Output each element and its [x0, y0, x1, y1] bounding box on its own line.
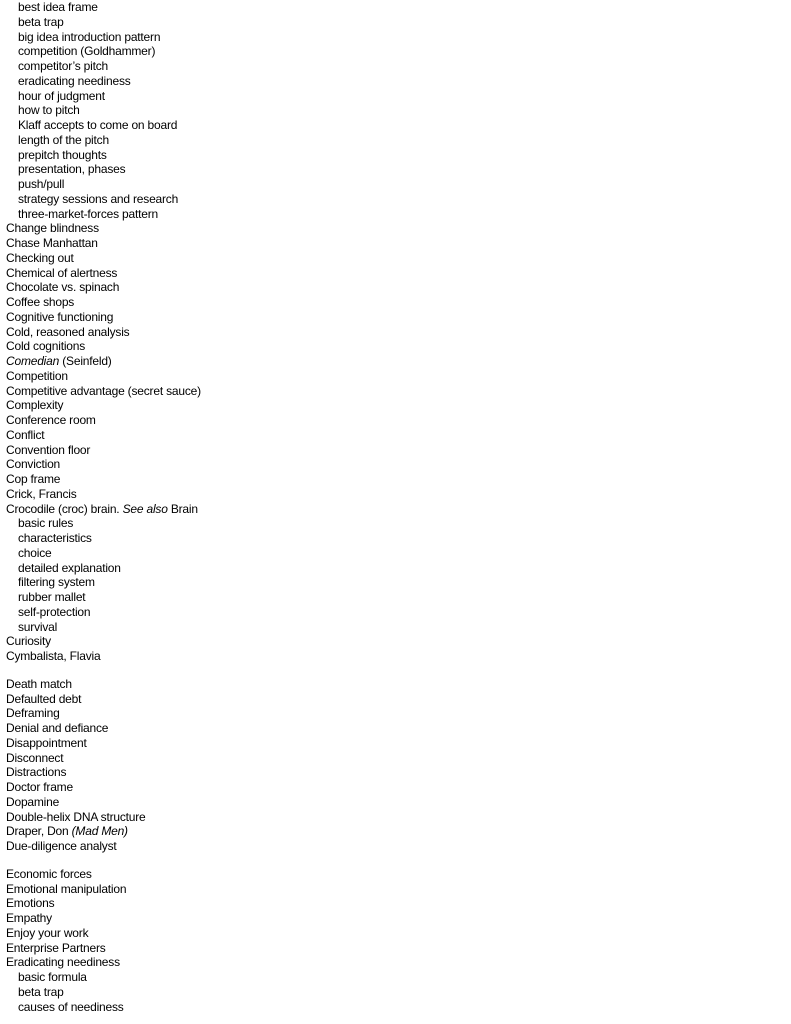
index-entry: Coffee shops — [6, 295, 75, 309]
index-entry: Distractions — [6, 765, 67, 780]
index-entry: Cymbalista, Flavia — [6, 649, 101, 663]
index-subentry: rubber mallet — [18, 590, 86, 604]
index-entry — [6, 354, 766, 369]
index-entry: Change blindness — [6, 221, 99, 236]
index-entry — [6, 824, 766, 839]
index-entry: Conviction — [6, 457, 61, 472]
index-entry: Competitive advantage (secret sauce) — [6, 383, 201, 398]
entry-text-part: Draper, Don — [6, 824, 72, 839]
entry-text-part: (Mad Men) — [71, 824, 128, 839]
index-subentry: presentation, phases — [18, 162, 126, 177]
index-entry: Convention floor — [6, 442, 91, 457]
index-entry: Competition — [6, 368, 68, 383]
index-subentry: self-protection — [18, 604, 91, 619]
index-subentry: push/pull — [18, 177, 65, 191]
entry-text-part: Brain — [167, 501, 198, 516]
index-subentry: choice — [18, 545, 52, 560]
index-entry: Due-diligence analyst — [6, 839, 117, 853]
index-entry: Cop frame — [6, 472, 61, 486]
index-entry: Cold, reasoned analysis — [6, 324, 130, 339]
index-subentry: Klaff accepts to come on board — [18, 118, 178, 132]
index-entry: Cognitive functioning — [6, 309, 114, 324]
index-subentry: how to pitch — [18, 103, 80, 118]
index-entry: Defaulted debt — [6, 691, 82, 706]
index-entry: Chocolate vs. spinach — [6, 280, 120, 295]
index-entry: Disconnect — [6, 750, 64, 765]
index-entry: Conflict — [6, 427, 45, 442]
index-entry: Cold cognitions — [6, 339, 86, 354]
index-entry: Death match — [6, 676, 72, 691]
index-subentry: beta trap — [18, 14, 64, 29]
index-list — [6, 0, 766, 1014]
index-entry: Curiosity — [6, 634, 51, 649]
index-subentry: basic rules — [18, 516, 74, 531]
index-entry: Crick, Francis — [6, 486, 77, 501]
index-subentry: competitor’s pitch — [18, 59, 108, 73]
section-gap — [6, 854, 766, 867]
index-entry: Deframing — [6, 706, 60, 721]
index-entry: Chemical of alertness — [6, 265, 118, 280]
index-subentry: beta trap — [18, 984, 64, 999]
index-entry — [6, 502, 766, 517]
entry-text-part: Comedian — [6, 354, 60, 368]
index-entry: Chase Manhattan — [6, 236, 98, 250]
index-entry: Enterprise Partners — [6, 940, 106, 955]
index-entry: Complexity — [6, 398, 64, 413]
index-entry: Dopamine — [6, 794, 60, 809]
index-entry: Economic forces — [6, 866, 92, 881]
entry-text-part: See also — [122, 501, 168, 516]
index-entry: Doctor frame — [6, 780, 73, 794]
index-subentry: three-market-forces pattern — [18, 206, 158, 221]
index-subentry: prepitch thoughts — [18, 147, 107, 162]
index-subentry: survival — [18, 619, 58, 634]
index-subentry: basic formula — [18, 970, 87, 984]
index-subentry: strategy sessions and research — [18, 191, 179, 206]
index-subentry: causes of neediness — [18, 999, 124, 1014]
index-entry: Emotions — [6, 896, 55, 911]
index-entry: Double-helix DNA structure — [6, 809, 146, 824]
entry-text-part: Crocodile (croc) brain. — [6, 501, 123, 516]
index-entry: Disappointment — [6, 735, 87, 750]
index-entry: Eradicating neediness — [6, 955, 120, 970]
section-gap — [6, 664, 766, 677]
index-entry: Conference room — [6, 413, 96, 427]
index-subentry: best idea frame — [18, 0, 98, 14]
index-subentry: detailed explanation — [18, 560, 121, 575]
index-entry: Enjoy your work — [6, 925, 89, 940]
index-subentry: competition (Goldhammer) — [18, 44, 156, 59]
index-entry: Empathy — [6, 911, 52, 925]
index-entry: Denial and defiance — [6, 721, 109, 735]
index-subentry: characteristics — [18, 531, 92, 545]
index-entry: Emotional manipulation — [6, 881, 127, 896]
index-subentry: eradicating neediness — [18, 73, 131, 88]
entry-text-part: (Seinfeld) — [59, 354, 112, 368]
index-subentry: filtering system — [18, 575, 95, 590]
index-entry: Checking out — [6, 250, 74, 265]
index-subentry: length of the pitch — [18, 132, 109, 147]
index-subentry: big idea introduction pattern — [18, 29, 161, 44]
index-subentry: hour of judgment — [18, 88, 105, 103]
